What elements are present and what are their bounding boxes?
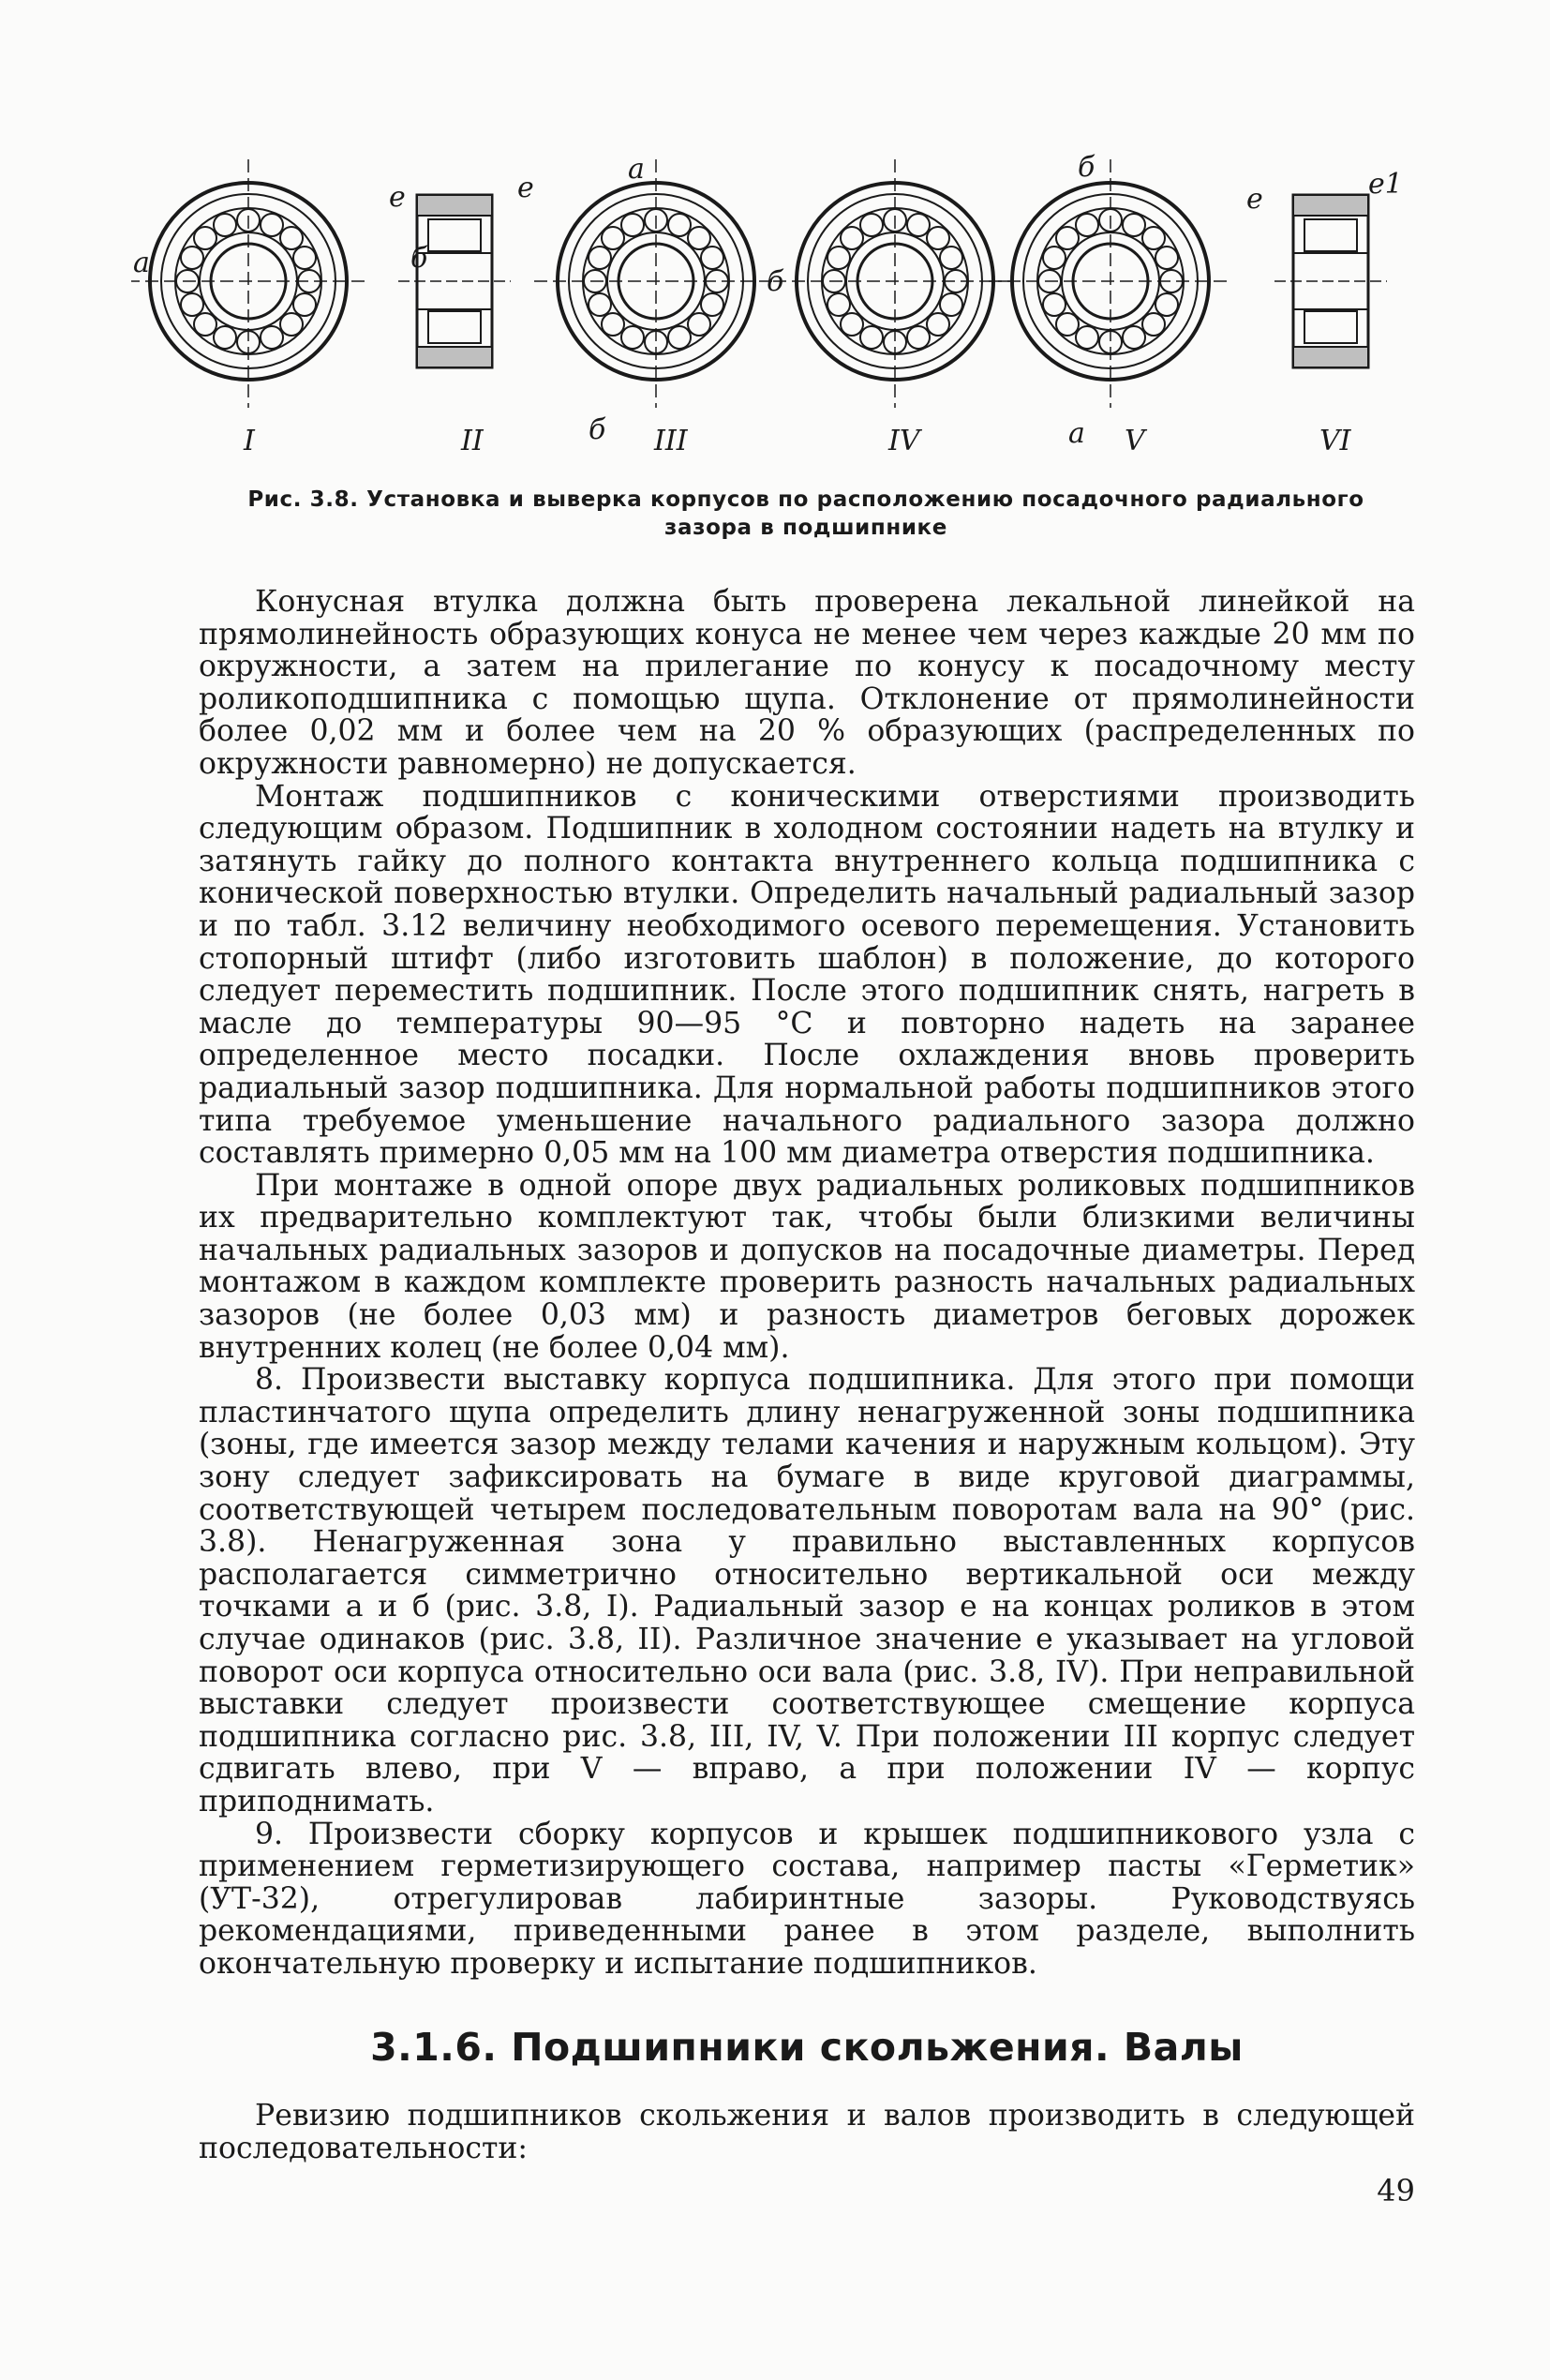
- figure-caption: [197, 486, 1415, 542]
- section-heading: 3.1.6. Подшипники скольжения. Валы: [370, 2025, 1244, 2070]
- caption-line-1: Рис. 3.8. Установка и выверка корпусов по расположению посадочного радиального: [247, 487, 1364, 512]
- paragraph-5: 9. Произвести сборку корпусов и крышек подшипникового узла с применением герметизирующего состава, например пасты «Герметик» (УТ-32), отрегулировав лабиринтные зазоры. Руководствуясь рекомендациями, приведенными ранее в этом разделе, выполнить окончательную проверку и испытание подшипников.: [199, 1817, 1415, 1981]
- page-number: 49: [1377, 2173, 1415, 2208]
- label-III: III: [654, 425, 688, 457]
- label-a-III: а: [628, 153, 645, 186]
- label-II: II: [461, 425, 484, 457]
- label-a-V: а: [1068, 417, 1085, 450]
- paragraph-3: При монтаже в одной опоре двух радиальных роликовых подшипников их предварительно комплектуют так, чтобы были близкими величины начальных радиальных зазоров и допусков на посадочные диаметры. Перед монтажом в каждом комплекте проверить разность начальных радиальных зазоров (не более 0,03 мм) и разность диаметров беговых дорожек внутренних колец (не более 0,04 мм).: [199, 1168, 1415, 1365]
- label-VI: VI: [1319, 425, 1351, 457]
- label-I: I: [244, 425, 255, 457]
- label-IV: IV: [888, 425, 920, 457]
- label-b-I: б: [410, 242, 428, 275]
- label-e1-VI: е1: [1368, 168, 1403, 201]
- label-b-III: б: [589, 413, 606, 446]
- bearing-figure: [131, 141, 1424, 487]
- label-V: V: [1125, 425, 1145, 457]
- bearing-diagrams: [131, 141, 1424, 487]
- paragraph-1: Конусная втулка должна быть проверена лекальной линейкой на прямолинейность образующих конуса не менее чем через каждые 20 мм по окружности, а затем на прилегание по конусу к посадочному месту роликоподшипника с помощью щупа. Отклонение от прямолинейности более 0,02 мм и более чем на 20 % образующих (распределенных по окружности равномерно) не допускается.: [199, 585, 1415, 781]
- paragraph-4: 8. Произвести выставку корпуса подшипника. Для этого при помощи пластинчатого щупа определить длину ненагруженной зоны подшипника (зоны, где имеется зазор между телами качения и наружным кольцом). Эту зону следует зафиксировать на бумаге в виде круговой диаграммы, соответствующей четырем последовательным поворотам вала на 90° (рис. 3.8). Ненагруженная зона у правильно выставленных корпусов располагается симметрично относительно вертикальной оси между точками а и б (рис. 3.8, I). Радиальный зазор е на концах роликов в этом случае одинаков (рис. 3.8, II). Различное значение е указывает на угловой поворот оси корпуса относительно оси вала (рис. 3.8, IV). При неправильной выставки следует произвести соответствующее смещение корпуса подшипника согласно рис. 3.8, III, IV, V. При положении III корпус следует сдвигать влево, при V — вправо, а при положении IV — корпус приподнимать.: [199, 1363, 1415, 1819]
- label-b-V: б: [1078, 151, 1095, 184]
- label-e-II-left: е: [389, 181, 406, 214]
- label-e-VI: е: [1246, 183, 1263, 216]
- caption-line-2: зазора в подшипнике: [664, 516, 947, 540]
- paragraph-2: Монтаж подшипников с коническими отверстиями производить следующим образом. Подшипник в холодном состоянии надеть на втулку и затянуть гайку до полного контакта внутреннего кольца подшипника с конической поверхностью втулки. Определить начальный радиальный зазор и по табл. 3.12 величину необходимого осевого перемещения. Установить стопорный штифт (либо изготовить шаблон) в положение, до которого следует переместить подшипник. После этого подшипник снять, нагреть в масле до температуры 90—95 °С и повторно надеть на заранее определенное место посадки. После охлаждения вновь проверить радиальный зазор подшипника. Для нормальной работы подшипников этого типа требуемое уменьшение начального радиального зазора должно составлять примерно 0,05 мм на 100 мм диаметра отверстия подшипника.: [199, 779, 1415, 1171]
- label-e-II-right: е: [517, 172, 534, 204]
- paragraph-6: Ревизию подшипников скольжения и валов производить в следующей последовательности:: [199, 2099, 1415, 2165]
- label-b-IV: б: [767, 265, 784, 298]
- body-text: [199, 586, 1415, 1981]
- label-a-I: а: [133, 247, 150, 279]
